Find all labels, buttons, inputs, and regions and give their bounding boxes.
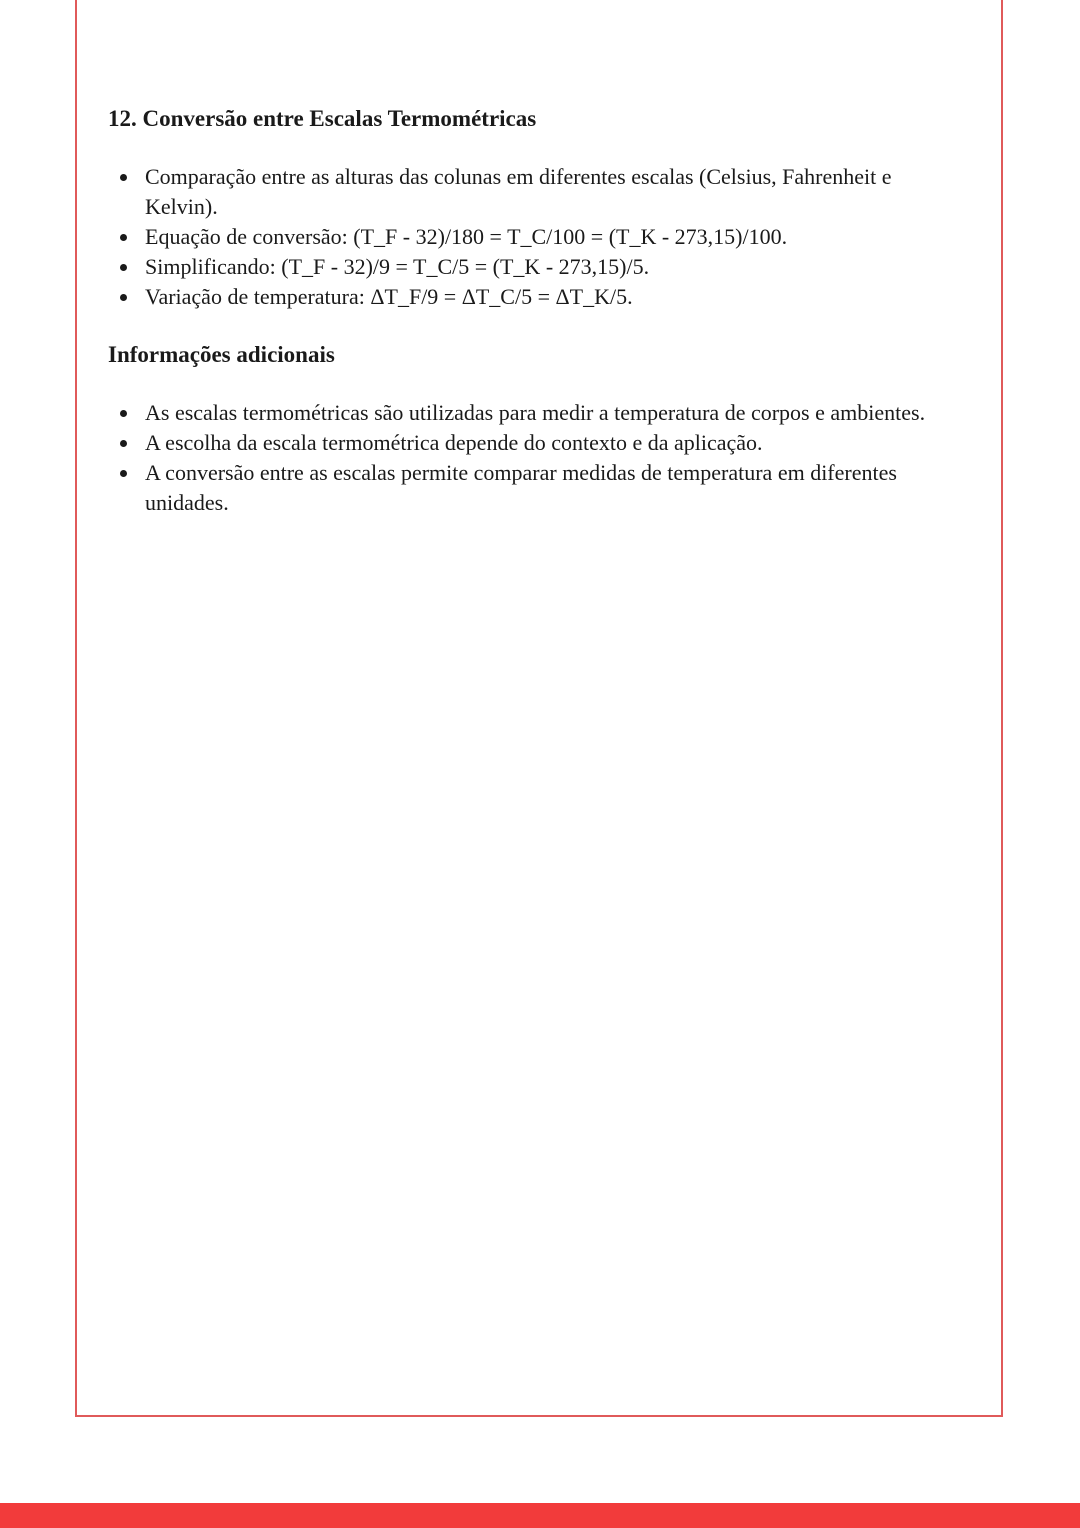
list-item: Variação de temperatura: ΔT_F/9 = ΔT_C/5 = ΔT_K/5.	[145, 282, 958, 312]
list-item: Comparação entre as alturas das colunas em diferentes escalas (Celsius, Fahrenheit e Kelvin).	[145, 162, 958, 222]
document-content	[108, 104, 958, 518]
list-item: As escalas termométricas são utilizadas para medir a temperatura de corpos e ambientes.	[145, 398, 958, 428]
section-scale-conversion	[108, 104, 958, 312]
list-item: A conversão entre as escalas permite comparar medidas de temperatura em diferentes unidades.	[145, 458, 958, 518]
bottom-accent-bar	[0, 1503, 1080, 1528]
list-item: A escolha da escala termométrica depende do contexto e da aplicação.	[145, 428, 958, 458]
bullet-list	[108, 162, 958, 312]
list-item: Simplificando: (T_F - 32)/9 = T_C/5 = (T_K - 273,15)/5.	[145, 252, 958, 282]
section-additional-info	[108, 340, 958, 518]
section-heading: 12. Conversão entre Escalas Termométricas	[108, 106, 537, 131]
list-item: Equação de conversão: (T_F - 32)/180 = T_C/100 = (T_K - 273,15)/100.	[145, 222, 958, 252]
bullet-list	[108, 398, 958, 518]
section-heading: Informações adicionais	[108, 342, 335, 367]
